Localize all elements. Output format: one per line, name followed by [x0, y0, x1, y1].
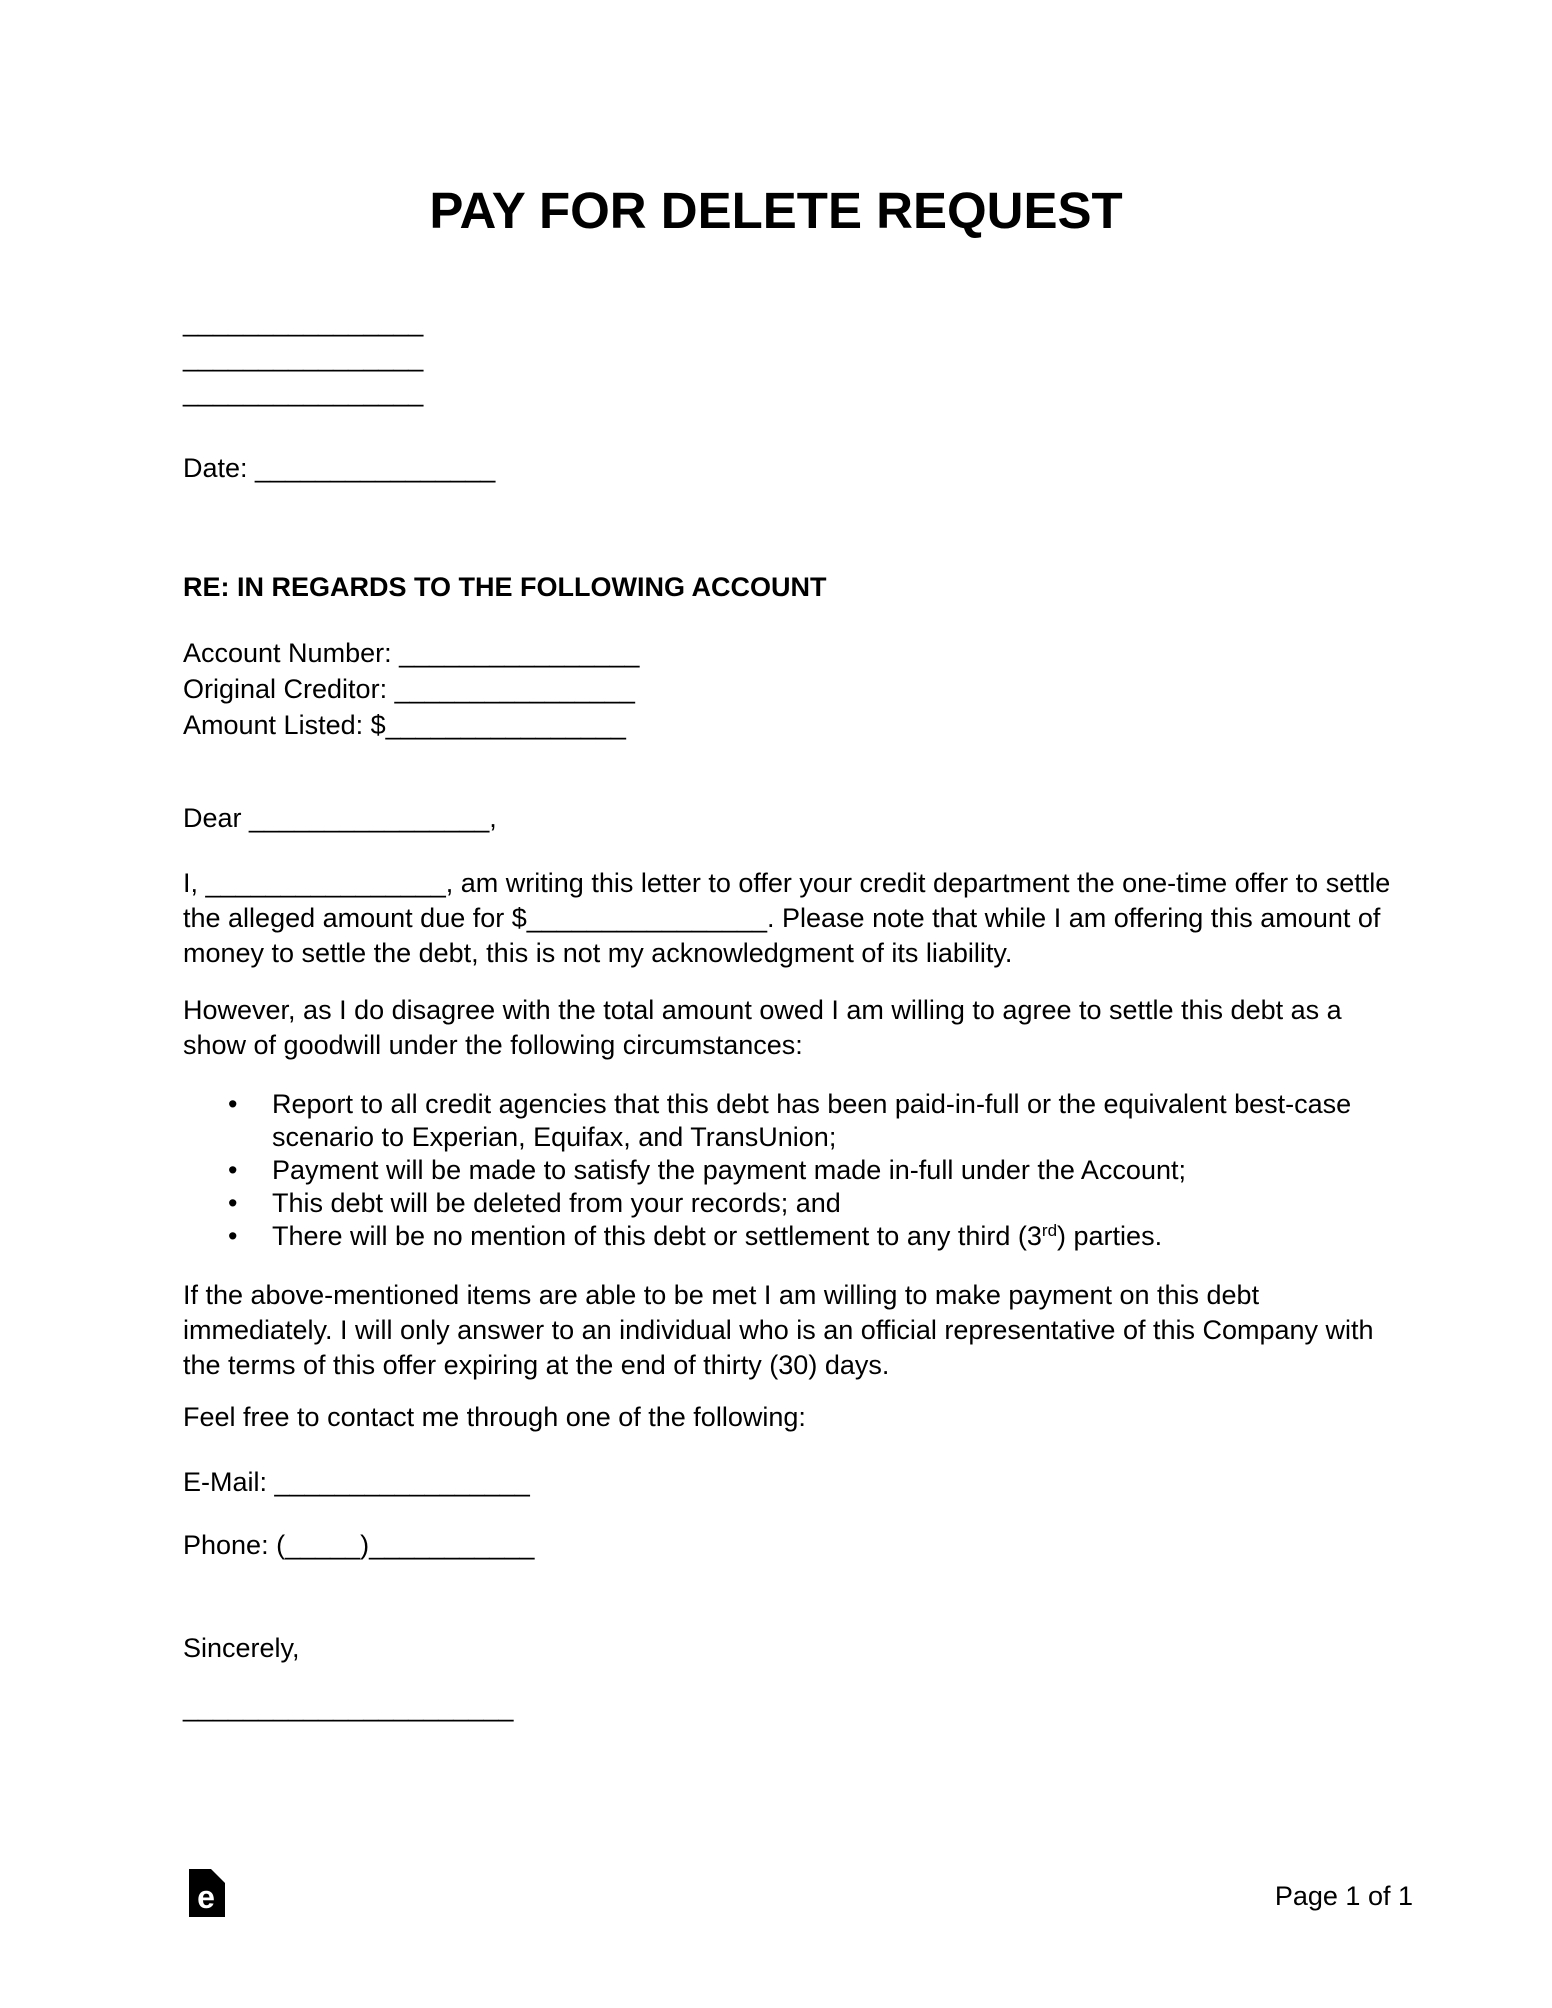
- paragraph-offer: [183, 866, 1393, 971]
- phone-area-blank-field[interactable]: _____: [285, 1530, 361, 1560]
- amount-blank-field[interactable]: ________________: [526, 903, 768, 933]
- paragraph-offer-text: . Please note that while I am offering this amount of money to settle the debt, this is not my acknowledgment of its liability.: [183, 903, 1381, 968]
- signature-line: [183, 1690, 513, 1725]
- sender-blank-line[interactable]: ________________: [183, 342, 424, 372]
- paragraph-offer-text: I,: [183, 868, 206, 898]
- paragraph-offer-text: , am writing this letter to offer your credit department the one-time offer to settle the alleged amount due for $: [183, 868, 1391, 933]
- logo-letter: e: [197, 1879, 215, 1915]
- phone-paren-close: ): [360, 1530, 370, 1560]
- bullet-item-payment: [183, 1154, 1397, 1187]
- bullet-item-no-mention: [183, 1220, 1397, 1256]
- bullet-dot-icon: •: [228, 1089, 238, 1119]
- bullet-text: This debt will be deleted from your records; and: [272, 1188, 841, 1218]
- bullet-item-delete: [183, 1187, 1397, 1220]
- amount-listed-line: [183, 707, 639, 743]
- phone-line: [183, 1528, 534, 1563]
- account-details-block: [183, 635, 639, 743]
- salutation-line: [183, 801, 497, 836]
- date-line: [183, 451, 495, 486]
- amount-listed-label: Amount Listed: $: [183, 710, 386, 740]
- date-label: Date:: [183, 453, 256, 483]
- bullet-text-post: ) parties.: [1057, 1221, 1163, 1251]
- email-line: [183, 1465, 530, 1500]
- bullet-dot-icon: •: [228, 1221, 238, 1251]
- closing-line: Sincerely,: [183, 1633, 300, 1663]
- email-blank-field[interactable]: _________________: [274, 1467, 530, 1497]
- ordinal-superscript: rd: [1041, 1221, 1058, 1240]
- bullet-text: [272, 1221, 1162, 1251]
- paragraph-contact: Feel free to contact me through one of the following:: [183, 1402, 806, 1432]
- phone-number-blank-field[interactable]: ___________: [369, 1530, 535, 1560]
- paragraph-disagree: However, as I do disagree with the total amount owed I am willing to agree to settle this debt as a show of goodwill under the following circumstances:: [183, 995, 1342, 1060]
- account-number-line: [183, 635, 639, 671]
- amount-listed-blank-field[interactable]: ________________: [385, 710, 626, 740]
- bullet-text-pre: There will be no mention of this debt or settlement to any third (3: [272, 1221, 1042, 1251]
- bullet-dot-icon: •: [228, 1188, 238, 1218]
- bullet-item-report: [183, 1088, 1397, 1154]
- original-creditor-blank-field[interactable]: ________________: [394, 674, 635, 704]
- signature-blank-field[interactable]: ______________________: [183, 1692, 514, 1722]
- bullet-dot-icon: •: [228, 1155, 238, 1185]
- letter-title: PAY FOR DELETE REQUEST: [429, 182, 1123, 239]
- salutation-prefix: Dear: [183, 803, 250, 833]
- account-number-blank-field[interactable]: ________________: [399, 638, 640, 668]
- paragraph-terms: If the above-mentioned items are able to be met I am willing to make payment on this debt immediately. I will only answer to an individual who is an official representative of this Company with the terms of this offer expiring at the end of thirty (30) days.: [183, 1280, 1374, 1380]
- salutation-blank-field[interactable]: ________________: [249, 803, 490, 833]
- sender-blank-line[interactable]: ________________: [183, 307, 424, 337]
- phone-label: Phone: (: [183, 1530, 286, 1560]
- name-blank-field[interactable]: ________________: [205, 868, 446, 898]
- original-creditor-label: Original Creditor:: [183, 674, 395, 704]
- account-number-label: Account Number:: [183, 638, 400, 668]
- salutation-suffix: ,: [489, 803, 497, 833]
- subject-line: RE: IN REGARDS TO THE FOLLOWING ACCOUNT: [183, 572, 827, 602]
- bullet-text: Report to all credit agencies that this debt has been paid-in-full or the equivalent best-case scenario to Experian, Equifax, and TransUnion;: [272, 1089, 1352, 1152]
- sender-address-block: [183, 305, 423, 410]
- sender-blank-line[interactable]: ________________: [183, 377, 424, 407]
- date-blank-field[interactable]: ________________: [255, 453, 496, 483]
- email-label: E-Mail:: [183, 1467, 275, 1497]
- eforms-logo-icon: [189, 1869, 225, 1917]
- bullet-text: Payment will be made to satisfy the payment made in-full under the Account;: [272, 1155, 1186, 1185]
- conditions-bullet-list: [183, 1088, 1397, 1256]
- page-number: Page 1 of 1: [1274, 1881, 1413, 1911]
- original-creditor-line: [183, 671, 639, 707]
